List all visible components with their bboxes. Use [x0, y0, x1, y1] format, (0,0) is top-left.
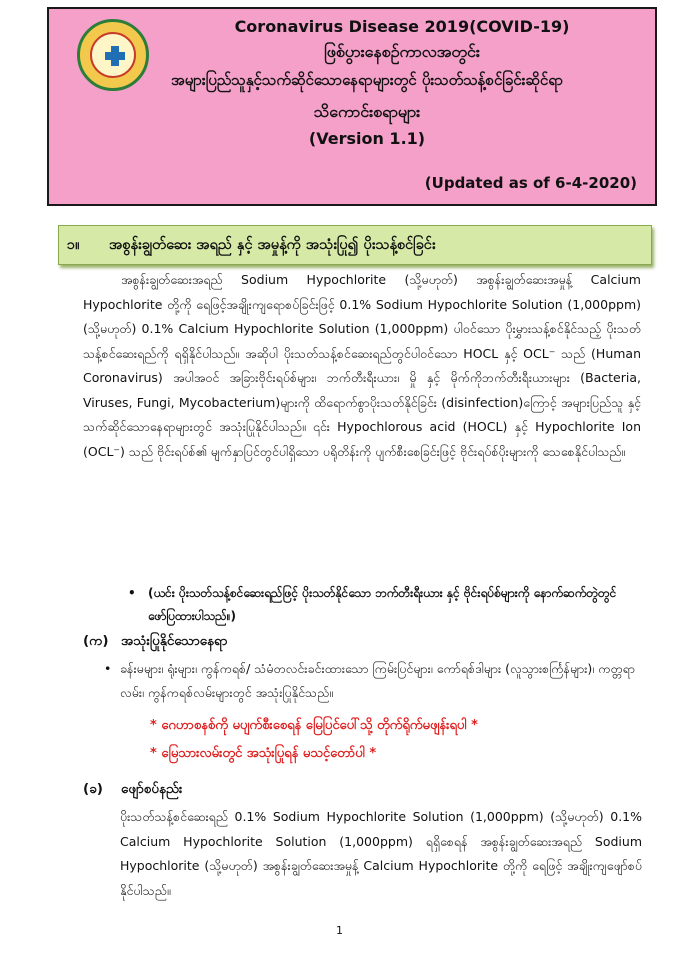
subsection-b-heading [83, 780, 183, 800]
section-title: အစွန်းချွတ်ဆေး အရည် နှင့် အမှုန့်ကို အသုံးပြု၍ ပိုးသန့်စင်ခြင်း [109, 237, 436, 253]
header-topic-2: သိကောင်းစရာများ [313, 102, 421, 121]
subsection-a-title: အသုံးပြုနိုင်သောနေရာ [121, 633, 228, 649]
section-number: ၁။ [67, 237, 80, 253]
header-version: (Version 1.1) [308, 129, 426, 148]
warning-ecosystem: * ဂေဟာစနစ်ကို မပျက်စီးစေရန် မြေပြင်ပေါ်သို့ တိုက်ရိုက်မဖျန်းရပါ * [150, 718, 478, 733]
header-updated-date: (Updated as of 6-4-2020) [424, 174, 637, 192]
subsection-a-label: (က) [83, 633, 109, 649]
warning-dirt-road: * မြေသားလမ်းတွင် အသုံးပြုရန် မသင့်တော်ပါ * [150, 746, 377, 761]
intro-paragraph: အစွန်းချွတ်ဆေးအရည် Sodium Hypochlorite (သို့မဟုတ်) အစွန်းချွတ်ဆေးအမှုန့် Calcium Hypochlorite တို့ကို ရေဖြင့်အချိုးကျရောစပ်ခြင်းဖြင့် 0.1% Sodium Hypochlorite Solution (1,000ppm) (သို့မဟုတ်) 0.1% Calcium Hypochlorite Solution (1,000ppm) ပါဝင်သော ပိုးမွှားသန့်စင်နိုင်သည့် ပိုးသတ်သန့်စင်ဆေးရည်ကို ရရှိနိုင်ပါသည်။ အဆိုပါ ပိုးသတ်သန့်စင်ဆေးရည်တွင်ပါဝင်သော HOCL နှင့် OCL⁻ သည် (Human Coronavirus) အပါအဝင် အခြားဗိုင်းရပ်စ်များ၊ ဘက်တီးရီးယား၊ မှို နှင့် မိုက်ကိုဘက်တီးရီးယားများ (Bacteria, Viruses, Fungi, Mycobacterium)များကို ထိရောက်စွာပိုးသတ်နိုင်ခြင်း (disinfection)ကြောင့် အများပြည်သူ နှင့် သက်ဆိုင်သောနေရာများတွင် အသုံးပြုနိုင်ပါသည်။ ၎င်း Hypochlorous acid (HOCL) နှင့် Hypochlorite Ion (OCL⁻) သည် ဗိုင်းရပ်စ်၏ မျက်နှာပြင်တွင်ပါရှိသော ပရိုတိန်းကို ပျက်စီးစေခြင်းဖြင့် ဗိုင်းရပ်စ်ပိုးများကို သေစေနိုင်ပါသည်။ [83, 272, 641, 459]
usage-locations-item [104, 657, 640, 705]
bullet-icon: • [104, 661, 112, 676]
subsection-a-heading [83, 632, 227, 652]
appendix-note [128, 582, 643, 628]
subsection-b-title: ဖျော်စပ်နည်း [121, 781, 183, 797]
header-title: Coronavirus Disease 2019(COVID-19) [234, 17, 570, 36]
usage-locations-text: ခန်းမများ၊ ရုံးများ၊ ကွန်ကရစ်/ သံမံတလင်းခင်းထားသော ကြမ်းပြင်များ၊ ကော်ရစ်ဒါများ (လူသွားစင်္ကြန်များ)၊ ကတ္တရာလမ်း၊ ကွန်ကရစ်လမ်းများတွင် အသုံးပြုနိုင်သည်။ [120, 661, 635, 700]
header-topic: အများပြည်သူနှင့်သက်ဆိုင်သောနေရာများတွင် ပိုးသတ်သန့်စင်ခြင်းဆိုင်ရာ [171, 71, 563, 89]
logo-cross-bar [105, 52, 125, 60]
page-number: 1 [336, 924, 343, 937]
bullet-icon: • [128, 586, 136, 600]
header-subtitle: ဖြစ်ပွားနေစဉ်ကာလအတွင်း [324, 42, 480, 61]
section-heading [58, 225, 652, 265]
appendix-note-text: (ယင်း ပိုးသတ်သန့်စင်ဆေးရည်ဖြင့် ပိုးသတ်နိုင်သော ဘက်တီးရီးယား နှင့် ဗိုင်းရပ်စ်များကို နောက်ဆက်တွဲတွင် ဖော်ပြထားပါသည်။) [148, 586, 617, 623]
mixing-method-paragraph: ပိုးသတ်သန့်စင်ဆေးရည် 0.1% Sodium Hypochlorite Solution (1,000ppm) (သို့မဟုတ်) 0.1% Calcium Hypochlorite Solution (1,000ppm) ရရှိစေရန် အစွန်းချွတ်ဆေးအရည် Sodium Hypochlorite (သို့မဟုတ်) အစွန်းချွတ်ဆေးအမှုန့် Calcium Hypochlorite တို့ကို ရေဖြင့် အချိုးကျဖျော်စပ်နိုင်ပါသည်။ [120, 809, 642, 898]
document-header [47, 7, 657, 206]
subsection-b-label: (ခ) [83, 781, 103, 797]
